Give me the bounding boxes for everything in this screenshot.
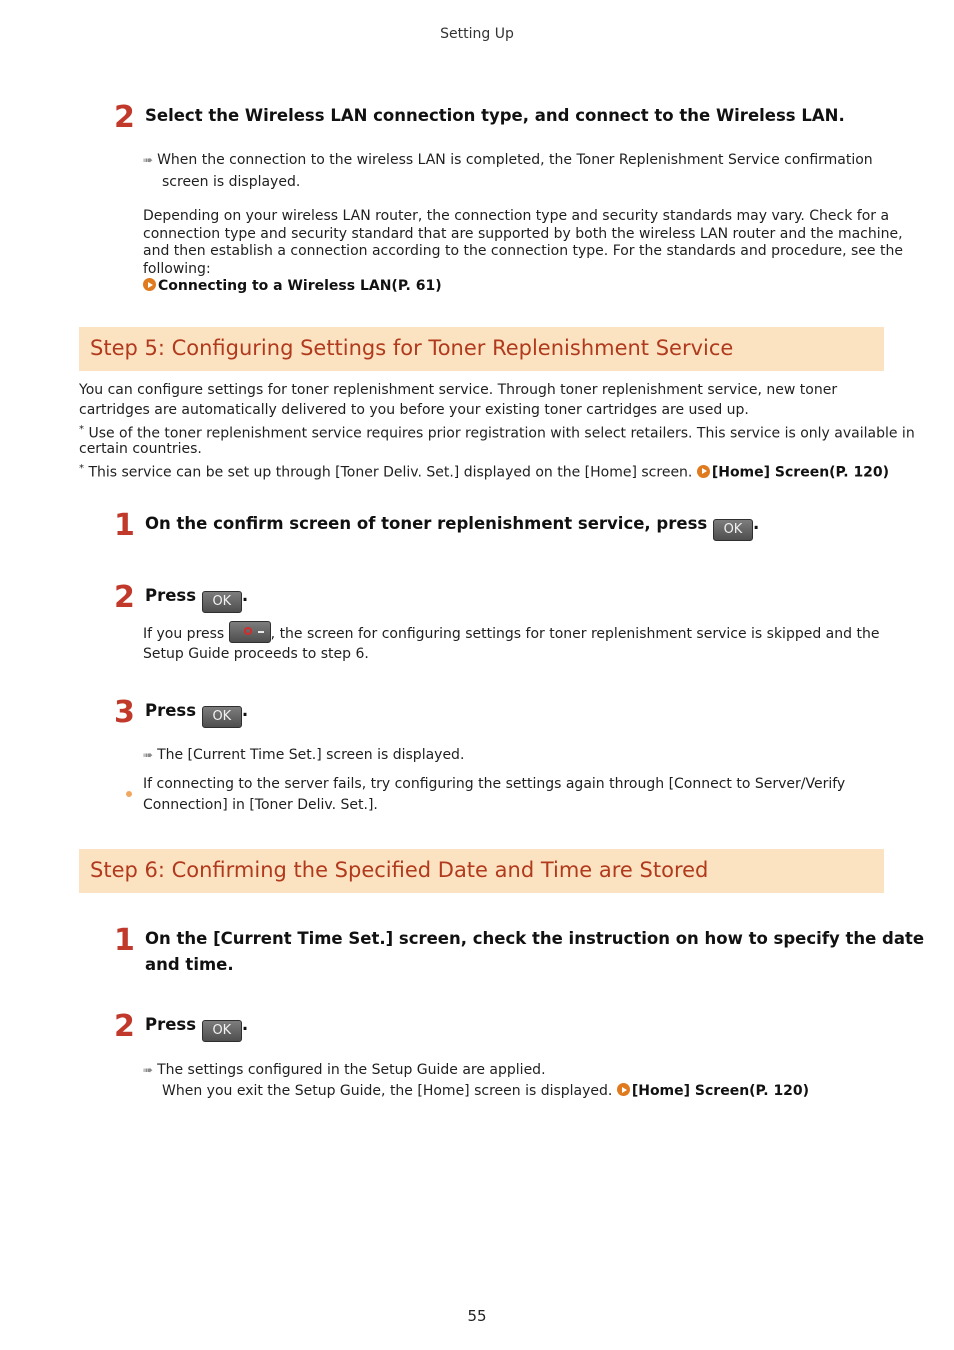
ok-key-icon: OK — [713, 519, 753, 541]
step-title — [145, 583, 248, 613]
step-number: 3 — [114, 695, 135, 730]
link-arrow-icon — [143, 278, 156, 291]
step-number: 1 — [114, 508, 135, 543]
result-line-continued — [162, 1081, 809, 1102]
step-title-text: On the confirm screen of toner replenishment service, press — [145, 514, 708, 533]
punctuation: . — [241, 701, 249, 720]
note-line: Depending on your wireless LAN router, the connection type and security standards may vary. Check for a — [143, 208, 890, 224]
asterisk: * — [79, 463, 84, 474]
link-arrow-icon — [697, 465, 710, 478]
link-arrow-icon — [617, 1083, 630, 1096]
footnote-text: Use of the toner replenishment service requires prior registration with select retailers. This service is only available in — [88, 425, 915, 442]
result-line — [143, 745, 464, 766]
section-banner-step6 — [79, 849, 884, 893]
body-text: , the screen for configuring settings for toner replenishment service is skipped and the — [270, 626, 880, 642]
result-text: When the connection to the wireless LAN is completed, the Toner Replenishment Service confirmation — [157, 152, 873, 168]
bullet-text-continued: Connection] in [Toner Deliv. Set.]. — [143, 797, 378, 813]
link-home-screen[interactable]: [Home] Screen(P. 120) — [631, 1083, 810, 1099]
footnote — [79, 459, 889, 483]
step-title — [145, 1012, 248, 1042]
step-body-continued: Setup Guide proceeds to step 6. — [143, 646, 369, 662]
footnote-continued: certain countries. — [79, 441, 202, 457]
note-line: connection type and security standard that are supported by both the wireless LAN router and the machine, — [143, 225, 903, 242]
section-title: Step 6: Confirming the Specified Date and Time are Stored — [90, 858, 709, 882]
step-title-text: Press — [145, 701, 197, 720]
link-connecting-wireless-lan[interactable] — [143, 278, 442, 296]
ok-key-icon: OK — [202, 706, 242, 728]
step-title: Select the Wireless LAN connection type, and connect to the Wireless LAN. — [145, 106, 845, 125]
step-title — [145, 511, 759, 541]
step-title-continued: and time. — [145, 955, 234, 974]
footnote-text: This service can be set up through [Toner Deliv. Set.] displayed on the [Home] screen. — [88, 464, 693, 481]
step-number: 1 — [114, 923, 135, 958]
result-text: The [Current Time Set.] screen is displayed. — [157, 747, 465, 763]
step-title — [145, 698, 248, 728]
note-line: following: — [143, 260, 211, 277]
page-number: 55 — [467, 1307, 487, 1325]
result-line — [143, 1060, 546, 1081]
asterisk: * — [79, 424, 84, 435]
intro-line: You can configure settings for toner replenishment service. Through toner replenishment service, new toner — [79, 382, 838, 398]
section-banner-step5 — [79, 327, 884, 371]
note-line: and then establish a connection according to the connection type. For the standards and procedure, see the — [143, 243, 903, 259]
running-header: Setting Up — [440, 26, 514, 42]
result-line — [143, 150, 873, 171]
footnote — [79, 420, 915, 444]
bullet-text: If connecting to the server fails, try configuring the settings again through [Connect to Server/Verify — [143, 776, 846, 792]
back-key-icon — [229, 621, 271, 643]
result-text: The settings configured in the Setup Guide are applied. — [157, 1062, 546, 1078]
ok-key-icon: OK — [202, 591, 242, 613]
right-arrow-icon: ➠ — [143, 1063, 154, 1077]
right-arrow-icon: ➠ — [143, 748, 154, 762]
link-home-screen[interactable]: [Home] Screen(P. 120) — [711, 464, 890, 481]
step-title-text: Press — [145, 1015, 197, 1034]
step-number: 2 — [114, 100, 135, 135]
step-number: 2 — [114, 1009, 135, 1044]
bullet-icon — [126, 782, 132, 801]
punctuation: . — [241, 586, 249, 605]
intro-line: cartridges are automatically delivered to you before your existing toner cartridges are used up. — [79, 402, 749, 418]
punctuation: . — [752, 514, 760, 533]
section-title: Step 5: Configuring Settings for Toner Replenishment Service — [90, 336, 734, 360]
step-number: 2 — [114, 580, 135, 615]
punctuation: . — [241, 1015, 249, 1034]
right-arrow-icon: ➠ — [143, 153, 154, 167]
result-text: When you exit the Setup Guide, the [Home] screen is displayed. — [162, 1083, 613, 1099]
ok-key-icon: OK — [202, 1020, 242, 1042]
link-text[interactable]: Connecting to a Wireless LAN(P. 61) — [158, 278, 442, 294]
step-title: On the [Current Time Set.] screen, check the instruction on how to specify the date — [145, 929, 925, 948]
step-title-text: Press — [145, 586, 197, 605]
body-text: If you press — [143, 626, 225, 642]
step-body — [143, 621, 879, 645]
result-line-continued: screen is displayed. — [162, 174, 301, 190]
